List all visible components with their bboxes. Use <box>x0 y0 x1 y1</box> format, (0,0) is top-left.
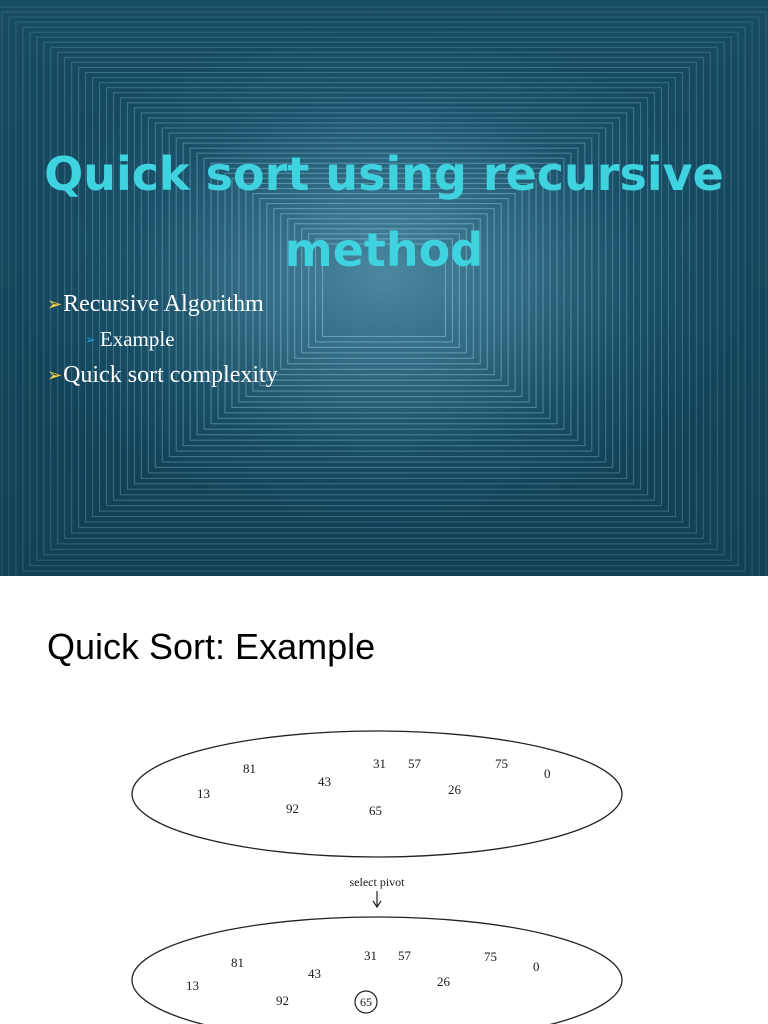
sub-bullet-example <box>85 327 175 352</box>
number-label: 43 <box>308 966 321 981</box>
number-label: 81 <box>243 761 256 776</box>
number-label: 43 <box>318 774 331 789</box>
number-label: 0 <box>544 766 551 781</box>
number-label: 57 <box>408 756 421 771</box>
pivot-value: 65 <box>360 995 372 1009</box>
number-label: 81 <box>231 955 244 970</box>
slide-title <box>14 136 754 288</box>
bullet-text: Recursive Algorithm <box>63 291 264 317</box>
example-heading: Quick Sort: Example <box>47 626 376 667</box>
number-label: 31 <box>364 948 377 963</box>
quicksort-diagram <box>0 730 768 1024</box>
slide-title-line-2: method <box>284 223 484 277</box>
slide-title-line-1: Quick sort using recursive <box>44 147 724 201</box>
number-label: 26 <box>448 782 461 797</box>
arrow-bullet-icon: ➢ <box>85 331 96 347</box>
arrow-bullet-icon: ➢ <box>47 294 63 314</box>
number-label: 13 <box>197 786 210 801</box>
number-label: 75 <box>495 756 508 771</box>
number-label: 57 <box>398 948 411 963</box>
number-label: 92 <box>286 801 299 816</box>
number-label: 31 <box>373 756 386 771</box>
arrow-bullet-icon: ➢ <box>47 365 63 385</box>
number-label: 75 <box>484 949 497 964</box>
down-arrow-icon <box>373 891 381 907</box>
bullet-quick-sort-complexity <box>47 362 278 389</box>
select-pivot-label: select pivot <box>349 875 405 889</box>
number-label: 65 <box>369 803 382 818</box>
number-label: 26 <box>437 974 450 989</box>
number-label: 92 <box>276 993 289 1008</box>
bullet-recursive-algorithm <box>47 291 264 318</box>
bullet-text: Quick sort complexity <box>63 362 278 388</box>
number-label: 13 <box>186 978 199 993</box>
set-ellipse-after <box>132 917 622 1024</box>
number-label: 0 <box>533 959 540 974</box>
pivot-marker <box>355 991 377 1013</box>
sub-bullet-text: Example <box>99 327 175 351</box>
